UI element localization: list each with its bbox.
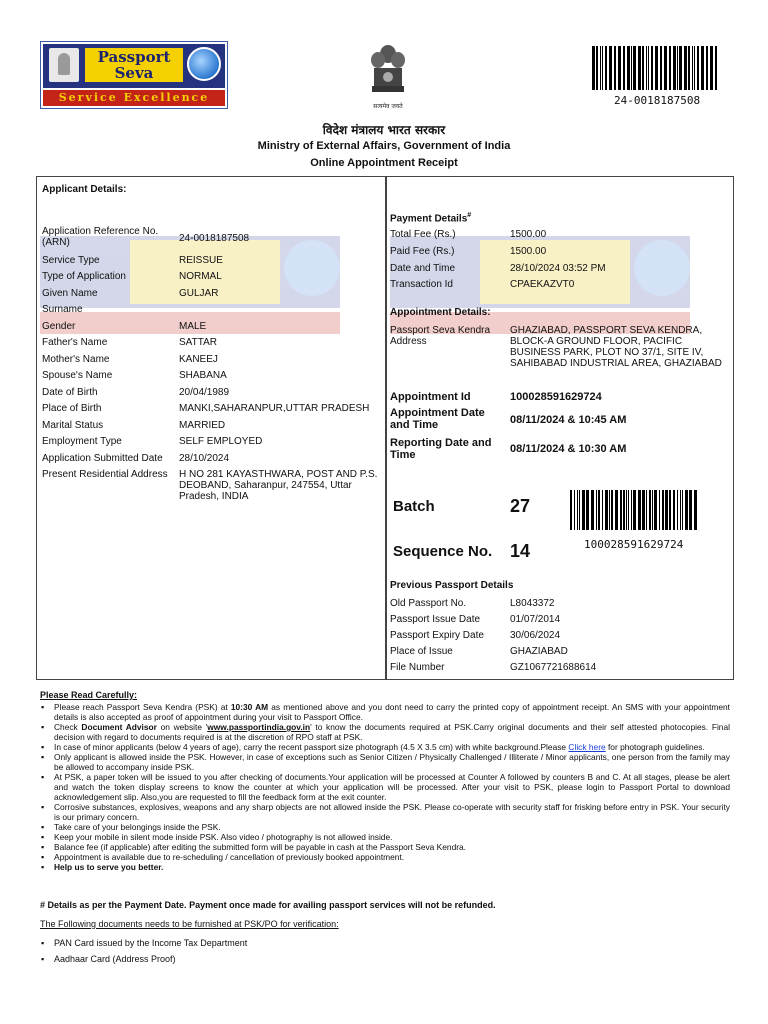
receipt-title: Online Appointment Receipt bbox=[310, 157, 458, 169]
appointment-datetime-value: 08/11/2024 & 10:45 AM bbox=[510, 414, 627, 426]
instruction-item: ▪ At PSK, a paper token will be issued to you after checking of documents.Your application will be processed at Counter A followed by counters B and C. At all stages, please be alert and watch the token display screens to know the counter at which your application will be processed. After your visit to PSK, please login to Passport Portal to download acknowledgement slip. Also,you are requested to fill the feedback form at the exit counter. bbox=[40, 772, 730, 802]
document-item: ▪ PAN Card issued by the Income Tax Department bbox=[40, 935, 247, 951]
psk-address-label: Passport Seva Kendra Address bbox=[390, 325, 491, 347]
arn-label: Application Reference No. (ARN) bbox=[42, 226, 159, 248]
total-fee-label: Total Fee (Rs.) bbox=[390, 229, 456, 240]
marital-status-label: Marital Status bbox=[42, 420, 104, 431]
barcode-bar bbox=[679, 46, 682, 90]
barcode-bar bbox=[631, 46, 632, 90]
barcode-bar bbox=[570, 490, 572, 530]
barcode-bar bbox=[684, 46, 687, 90]
sequence-value: 14 bbox=[510, 541, 531, 561]
barcode-bar bbox=[654, 490, 657, 530]
place-of-issue-label: Place of Issue bbox=[390, 646, 453, 657]
barcode-bar bbox=[651, 46, 653, 90]
instruction-item: ▪ Keep your mobile in silent mode inside PSK. Also video / photography is not allowed inside. bbox=[40, 832, 730, 842]
application-type-label: Type of Application bbox=[42, 271, 126, 282]
barcode-bar bbox=[596, 490, 597, 530]
emblem-icon bbox=[49, 48, 79, 82]
spouse-name-label: Spouse's Name bbox=[42, 370, 113, 381]
barcode-bar bbox=[591, 490, 594, 530]
barcode-bar bbox=[579, 490, 580, 530]
batch-label: Batch bbox=[393, 498, 435, 515]
dob-value: 20/04/1989 bbox=[179, 387, 230, 398]
barcode-bar bbox=[662, 490, 664, 530]
birthplace-value: MANKI,SAHARANPUR,UTTAR PRADESH bbox=[179, 403, 370, 414]
issue-date-value: 01/07/2014 bbox=[510, 614, 561, 625]
barcode-bar bbox=[685, 490, 688, 530]
barcode-bar bbox=[682, 490, 683, 530]
instruction-text: In case of minor applicants (below 4 years of age), carry the recent passport size photograph (4.5 X 3.5 cm) with white background.Please bbox=[54, 742, 569, 752]
barcode-bar bbox=[646, 490, 647, 530]
barcode-bar bbox=[602, 46, 603, 90]
barcode-bar bbox=[701, 46, 704, 90]
logo-tagline: Service Excellence bbox=[43, 90, 225, 106]
employment-type-label: Employment Type bbox=[42, 436, 122, 447]
barcode-bar bbox=[586, 490, 589, 530]
barcode-bar bbox=[694, 490, 697, 530]
paid-fee-value: 1500.00 bbox=[510, 246, 547, 257]
address-value: H NO 281 KAYASTHWARA, POST AND P.S. DEOBAND, Saharanpur, 247554, Uttar Pradesh, INDIA bbox=[179, 469, 378, 502]
barcode-bar bbox=[631, 490, 632, 530]
barcode-bar bbox=[652, 490, 653, 530]
instruction-text: Check bbox=[54, 722, 82, 732]
barcode-bar bbox=[688, 46, 690, 90]
paid-fee-label: Paid Fee (Rs.) bbox=[390, 246, 455, 257]
barcode-bar bbox=[605, 490, 608, 530]
instruction-item bbox=[40, 742, 730, 752]
old-passport-label: Old Passport No. bbox=[390, 598, 467, 609]
barcode-bar bbox=[598, 490, 600, 530]
arn-value: 24-0018187508 bbox=[179, 233, 250, 244]
barcode-bar bbox=[646, 46, 647, 90]
barcode-bar bbox=[626, 490, 627, 530]
marital-status-value: MARRIED bbox=[179, 420, 226, 431]
payment-datetime-value: 28/10/2024 03:52 PM bbox=[510, 263, 606, 274]
service-type-value: REISSUE bbox=[179, 255, 223, 266]
instruction-item bbox=[40, 722, 730, 742]
barcode-bar bbox=[627, 46, 630, 90]
barcode-bar bbox=[609, 490, 610, 530]
barcode-bar bbox=[642, 46, 644, 90]
ministry-title: Ministry of External Affairs, Government of India bbox=[257, 140, 511, 152]
instruction-text: for photograph guidelines. bbox=[605, 742, 705, 752]
barcode-bar bbox=[706, 46, 708, 90]
given-name-label: Given Name bbox=[42, 288, 98, 299]
barcode-bar bbox=[623, 46, 625, 90]
globe-icon bbox=[187, 47, 221, 81]
barcode-bar bbox=[592, 46, 595, 90]
barcode-bar bbox=[638, 490, 641, 530]
given-name-value: GULJAR bbox=[179, 288, 219, 299]
address-label: Present Residential Address bbox=[42, 469, 168, 480]
barcode-bar bbox=[600, 46, 601, 90]
payment-section-title bbox=[390, 212, 471, 224]
instruction-item: ▪ Balance fee (if applicable) after editing the submitted form will be payable in cash at the Passport Seva Kendra. bbox=[40, 842, 730, 852]
barcode-bar bbox=[623, 490, 625, 530]
barcode-bar bbox=[633, 490, 636, 530]
surname-label: Surname bbox=[42, 304, 83, 315]
arn-barcode-number: 24-0018187508 bbox=[614, 94, 701, 107]
instruction-text: ' to know the documents required at PSK.Carry original documents and their self attested photocopies. Final decision with regard to documents required is at the discretion of RPO staff at PSK. bbox=[54, 722, 730, 742]
mother-name-value: KANEEJ bbox=[179, 354, 218, 365]
barcode-bar bbox=[614, 46, 616, 90]
place-of-issue-value: GHAZIABAD bbox=[510, 646, 568, 657]
document-item: ▪ Aadhaar Card (Address Proof) bbox=[40, 951, 247, 967]
barcode-bar bbox=[655, 46, 658, 90]
barcode-bar bbox=[677, 46, 678, 90]
instruction-text: Please reach Passport Seva Kendra (PSK) at bbox=[54, 702, 231, 712]
barcode-bar bbox=[648, 46, 649, 90]
file-number-value: GZ1067721688614 bbox=[510, 662, 597, 673]
father-name-value: SATTAR bbox=[179, 337, 217, 348]
transaction-id-label: Transaction Id bbox=[390, 279, 453, 290]
documents-title: The Following documents needs to be furnished at PSK/PO for verification: bbox=[40, 919, 339, 929]
barcode-bar bbox=[609, 46, 612, 90]
spouse-name-value: SHABANA bbox=[179, 370, 227, 381]
appointment-barcode bbox=[570, 490, 698, 530]
issue-date-label: Passport Issue Date bbox=[390, 614, 481, 625]
document-advisor-text: Document Advisor bbox=[81, 722, 157, 732]
instruction-item: ▪ Corrosive substances, explosives, weapons and any sharp objects are not allowed inside the PSK. Please co-operate with security staff for frisking before entry in PSK. Your security is our primary concern. bbox=[40, 802, 730, 822]
barcode-bar bbox=[677, 490, 678, 530]
employment-type-value: SELF EMPLOYED bbox=[179, 436, 263, 447]
appointment-datetime-label: Appointment Date and Time bbox=[390, 407, 485, 431]
total-fee-value: 1500.00 bbox=[510, 229, 547, 240]
barcode-bar bbox=[577, 490, 578, 530]
barcode-bar bbox=[574, 490, 575, 530]
transaction-id-value: CPAEKAZVT0 bbox=[510, 279, 575, 290]
barcode-bar bbox=[669, 46, 671, 90]
emblem-caption: सत्यमेव जयते bbox=[373, 103, 403, 110]
barcode-bar bbox=[710, 46, 713, 90]
barcode-bar bbox=[618, 46, 621, 90]
instruction-time: 10:30 AM bbox=[230, 702, 269, 712]
file-number-label: File Number bbox=[390, 662, 445, 673]
barcode-bar bbox=[611, 490, 613, 530]
appointment-section-title: Appointment Details: bbox=[390, 307, 491, 318]
applicant-section-title: Applicant Details: bbox=[42, 184, 127, 195]
barcode-bar bbox=[664, 46, 667, 90]
photo-guidelines-link[interactable]: Click here bbox=[568, 742, 606, 752]
barcode-bar bbox=[660, 46, 662, 90]
instructions-title: Please Read Carefully: bbox=[40, 690, 138, 700]
website-link[interactable]: www.passportindia.gov.in bbox=[207, 722, 311, 732]
gender-label: Gender bbox=[42, 321, 76, 332]
barcode-bar bbox=[642, 490, 645, 530]
submitted-date-label: Application Submitted Date bbox=[42, 453, 163, 464]
payment-note: # Details as per the Payment Date. Payment once made for availing passport services will not be refunded. bbox=[40, 900, 496, 910]
documents-list bbox=[40, 935, 247, 967]
dob-label: Date of Birth bbox=[42, 387, 98, 398]
barcode-bar bbox=[715, 46, 717, 90]
barcode-bar bbox=[669, 490, 671, 530]
barcode-bar bbox=[649, 490, 651, 530]
barcode-bar bbox=[689, 490, 692, 530]
ministry-hindi: विदेश मंत्रालय भारत सरकार bbox=[322, 123, 446, 137]
payment-title-mark: # bbox=[467, 212, 472, 219]
instruction-text: on website ' bbox=[156, 722, 208, 732]
barcode-bar bbox=[620, 490, 622, 530]
instructions-list bbox=[40, 702, 730, 872]
instruction-item: ▪ Appointment is available due to re-scheduling / cancellation of previously booked appointment. bbox=[40, 852, 730, 862]
mother-name-label: Mother's Name bbox=[42, 354, 110, 365]
batch-value: 27 bbox=[510, 496, 531, 516]
barcode-bar bbox=[665, 490, 668, 530]
barcode-bar bbox=[692, 46, 693, 90]
barcode-bar bbox=[697, 46, 699, 90]
birthplace-label: Place of Birth bbox=[42, 403, 102, 414]
barcode-bar bbox=[673, 46, 676, 90]
instruction-item bbox=[40, 702, 730, 722]
sequence-label: Sequence No. bbox=[393, 543, 493, 560]
arn-barcode bbox=[592, 46, 720, 90]
gender-value: MALE bbox=[179, 321, 207, 332]
barcode-bar bbox=[582, 490, 585, 530]
barcode-bar bbox=[602, 490, 603, 530]
psk-address-value: GHAZIABAD, PASSPORT SEVA KENDRA, BLOCK-A GROUND FLOOR, PACIFIC BUSINESS PARK, PLOT NO 37/1, SITE IV, SAHIBABAD INDUSTRIAL AREA, GHAZIABAD bbox=[510, 325, 722, 369]
column-divider bbox=[385, 176, 387, 680]
national-emblem-icon bbox=[366, 42, 410, 112]
reporting-datetime-value: 08/11/2024 & 10:30 AM bbox=[510, 443, 627, 455]
barcode-bar bbox=[659, 490, 660, 530]
barcode-bar bbox=[633, 46, 636, 90]
payment-title-text: Payment Details bbox=[390, 213, 468, 225]
barcode-bar bbox=[605, 46, 607, 90]
barcode-bar bbox=[680, 490, 681, 530]
passport-seva-logo bbox=[40, 41, 228, 109]
appointment-barcode-number: 100028591629724 bbox=[584, 538, 684, 551]
father-name-label: Father's Name bbox=[42, 337, 108, 348]
instruction-item: ▪ Take care of your belongings inside the PSK. bbox=[40, 822, 730, 832]
application-type-value: NORMAL bbox=[179, 271, 222, 282]
barcode-bar bbox=[615, 490, 618, 530]
payment-datetime-label: Date and Time bbox=[390, 263, 456, 274]
barcode-bar bbox=[628, 490, 629, 530]
instruction-item: ▪ Only applicant is allowed inside the PSK. However, in case of exceptions such as Senior Citizen / Physically Challenged / Illiterate / Minor applicants, one person from the family may be allowed to accompany inside PSK. bbox=[40, 752, 730, 772]
barcode-bar bbox=[638, 46, 641, 90]
barcode-bar bbox=[596, 46, 598, 90]
instruction-item: ▪ Help us to serve you better. bbox=[40, 862, 730, 872]
appointment-id-value: 100028591629724 bbox=[510, 391, 602, 403]
logo-name-line1: Passport bbox=[97, 48, 171, 66]
barcode-bar bbox=[673, 490, 675, 530]
old-passport-value: L8043372 bbox=[510, 598, 555, 609]
logo-name-line2: Seva bbox=[114, 64, 154, 82]
barcode-bar bbox=[694, 46, 695, 90]
instruction-text: as mentioned above and you dont need to carry the printed copy of appointment receipt. An SMS with your appointment details is also accepted as proof of appointment during your visit to Passport Office. bbox=[54, 702, 731, 722]
service-type-label: Service Type bbox=[42, 255, 100, 266]
expiry-date-label: Passport Expiry Date bbox=[390, 630, 484, 641]
expiry-date-value: 30/06/2024 bbox=[510, 630, 561, 641]
reporting-datetime-label: Reporting Date and Time bbox=[390, 437, 492, 461]
appointment-id-label: Appointment Id bbox=[390, 391, 471, 403]
submitted-date-value: 28/10/2024 bbox=[179, 453, 230, 464]
previous-passport-title: Previous Passport Details bbox=[390, 580, 514, 591]
